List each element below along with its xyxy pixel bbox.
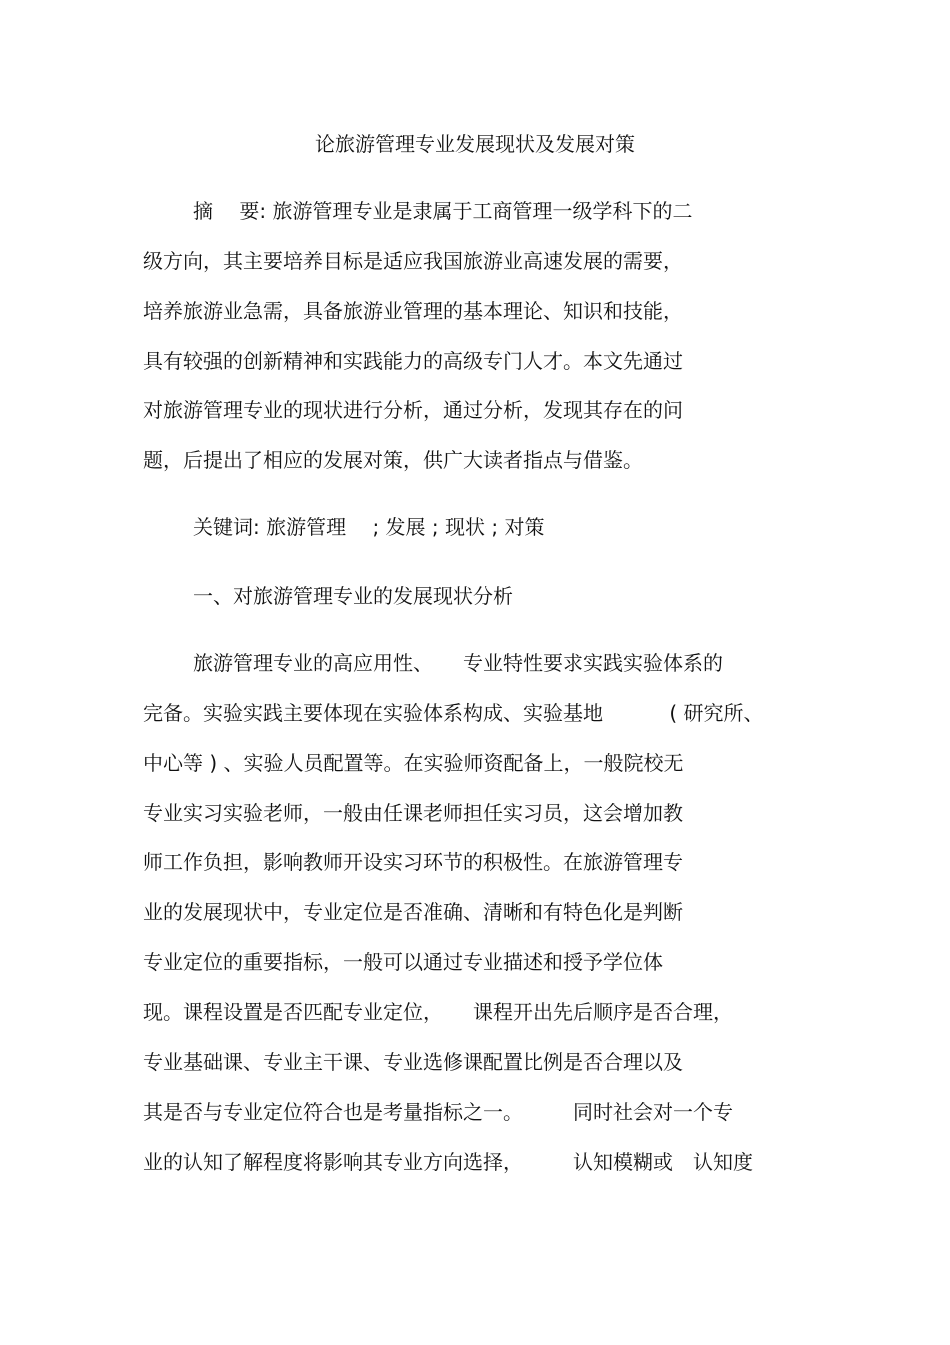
body-line-9: 专业基础课、专业主干课、专业选修课配置比例是否合理以及 [143,1050,683,1074]
body-line-6: 业的发展现状中，专业定位是否准确、清晰和有特色化是判断 [143,900,683,924]
body-line-4: 专业实习实验老师，一般由任课老师担任实习员，这会增加教 [143,801,683,825]
body-line-7: 专业定位的重要指标，一般可以通过专业描述和授予学位体 [143,950,663,974]
body-line-10: 其是否与专业定位符合也是考量指标之一。 同时社会对一个专 [143,1100,733,1124]
document-title: 论旅游管理专业发展现状及发展对策 [315,132,635,156]
abstract-line-2: 级方向，其主要培养目标是适应我国旅游业高速发展的需要， [143,249,683,273]
body-line-3: 中心等 ) 、实验人员配置等。在实验师资配备上，一般院校无 [143,751,684,775]
keywords-line: 关键词: 旅游管理 ; 发展 ; 现状 ; 对策 [193,515,545,539]
section-heading-1: 一、对旅游管理专业的发展现状分析 [193,584,513,608]
body-line-5: 师工作负担，影响教师开设实习环节的积极性。在旅游管理专 [143,850,683,874]
body-line-2: 完备。实验实践主要体现在实验体系构成、实验基地 ( 研究所、 [143,701,764,725]
abstract-line-1: 摘 要: 旅游管理专业是隶属于工商管理一级学科下的二 [193,199,693,223]
body-line-8: 现。课程设置是否匹配专业定位， 课程开出先后顺序是否合理， [143,1000,733,1024]
body-line-11: 业的认知了解程度将影响其专业方向选择， 认知模糊或 认知度 [143,1150,753,1174]
abstract-line-3: 培养旅游业急需，具备旅游业管理的基本理论、知识和技能， [143,299,683,323]
abstract-line-4: 具有较强的创新精神和实践能力的高级专门人才。本文先通过 [143,349,683,373]
abstract-line-5: 对旅游管理专业的现状进行分析，通过分析，发现其存在的问 [143,398,683,422]
abstract-line-6: 题，后提出了相应的发展对策，供广大读者指点与借鉴。 [143,448,643,472]
body-line-1: 旅游管理专业的高应用性、 专业特性要求实践实验体系的 [193,651,723,675]
